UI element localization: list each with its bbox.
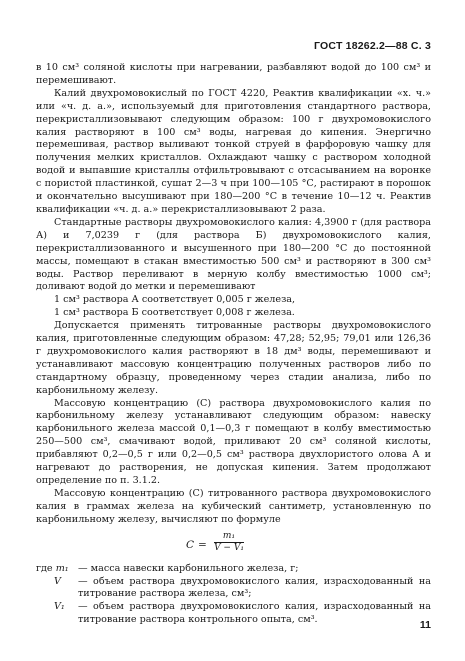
definition-symbol: V₁ [54, 601, 65, 613]
equivalence-line-b: 1 см³ раствора Б соответствует 0,008 г железа. [54, 307, 295, 319]
definition-row [36, 576, 431, 602]
formula-fraction [214, 531, 244, 554]
variable-definitions [36, 563, 431, 628]
paragraph-continuation: в 10 см³ соляной кислоты при нагревании, разбавляют водой до 100 см³ и перемешивают. [36, 62, 431, 86]
definition-text: — объем раствора двухромовокислого калия, израсходованный на титрование раствора контрольного опыта, см³. [78, 601, 431, 626]
paragraph-standard-solutions: Стандартные растворы двухромовокислого калия: 4,3900 г (для раствора А) и 7,0239 г (для раствора Б) двухромовокислого калия, перекристаллизованного и высушенного при 180—200 °С до постоянной массы, помещают в стакан вместимостью 500 см³ и растворяют в 300 см³ воды. Раствор переливают в мерную колбу вместимостью 1000 см³; доливают водой до метки и перемешивают [36, 216, 431, 293]
concentration-formula [36, 531, 431, 557]
definition-row [36, 563, 431, 576]
paragraph-reagent: Калий двухромовокислый по ГОСТ 4220, Реактив квалификации «х. ч.» или «ч. д. а.», используемый для приготовления стандартного раствора, перекристаллизовывают следующим образом: 100 г двухромовокислого калия растворяют в 100 см³ воды, нагревая до кипения. Энергично перемешивая, раствор выливают тонкой струей в фарфоровую чашку для получения мелких кристаллов. Охлаждают чашку с раствором холодной водой и выпавшие кристаллы отфильтровывают с отсасыванием на воронке с пористой пластинкой, сушат 2—3 ч при 100—105 °С, растирают в порошок и окончательно высушивают при 180—200 °С в течение 10—12 ч. Реактив квалификации «ч. д. а.» перекристаллизовывают 2 раза. [36, 87, 431, 215]
document-body [36, 62, 431, 627]
definition-symbol: V [54, 575, 61, 587]
paragraph-titrated-solutions: Допускается применять титрованные растворы двухромовокислого калия, приготовленные следующим образом: 47,28; 52,95; 79,01 или 126,36 г двухромовокислого калия растворяют в 18 дм³ воды, перемешивают и устанавливают массовую концентрацию полученных растворов либо по стандартному образцу, проведенному через стадии анализа, либо по карбонильному железу. [36, 320, 431, 396]
definition-symbol: m₁ [55, 562, 69, 574]
equivalence-line-a: 1 см³ раствора А соответствует 0,005 г железа, [54, 294, 296, 306]
formula-denominator: V − V₁ [214, 542, 244, 553]
formula-lhs: C [186, 538, 195, 551]
page-number: 11 [419, 619, 431, 631]
paragraph-formula-intro: Массовую концентрацию (С) титрованного раствора двухромовокислого калия в граммах железа на кубический сантиметр, установленную по карбонильному железу, вычисляют по формуле [36, 487, 431, 525]
definition-text: — масса навески карбонильного железа, г; [78, 562, 299, 574]
definition-text: — объем раствора двухромовокислого калия, израсходованный на титрование раствора железа, см³; [78, 575, 431, 600]
formula-equals: = [198, 538, 207, 551]
running-header: ГОСТ 18262.2—88 С. 3 [314, 40, 431, 52]
paragraph-mass-concentration: Массовую концентрацию (С) раствора двухромовокислого калия по карбонильному железу устанавливают следующим образом: навеску карбонильного железа массой 0,1—0,3 г помещают в колбу вместимостью 250—500 см³, смачивают водой, приливают 20 см³ соляной кислоты, прибавляют 0,2—0,5 г или 0,2—0,5 см³ раствора двухлористого олова А и нагревают до растворения, не допуская кипения. Затем продолжают определение по п. 3.1.2. [36, 397, 431, 486]
where-label: где [36, 562, 53, 574]
formula-numerator: m₁ [214, 531, 244, 543]
definition-row [36, 601, 431, 627]
